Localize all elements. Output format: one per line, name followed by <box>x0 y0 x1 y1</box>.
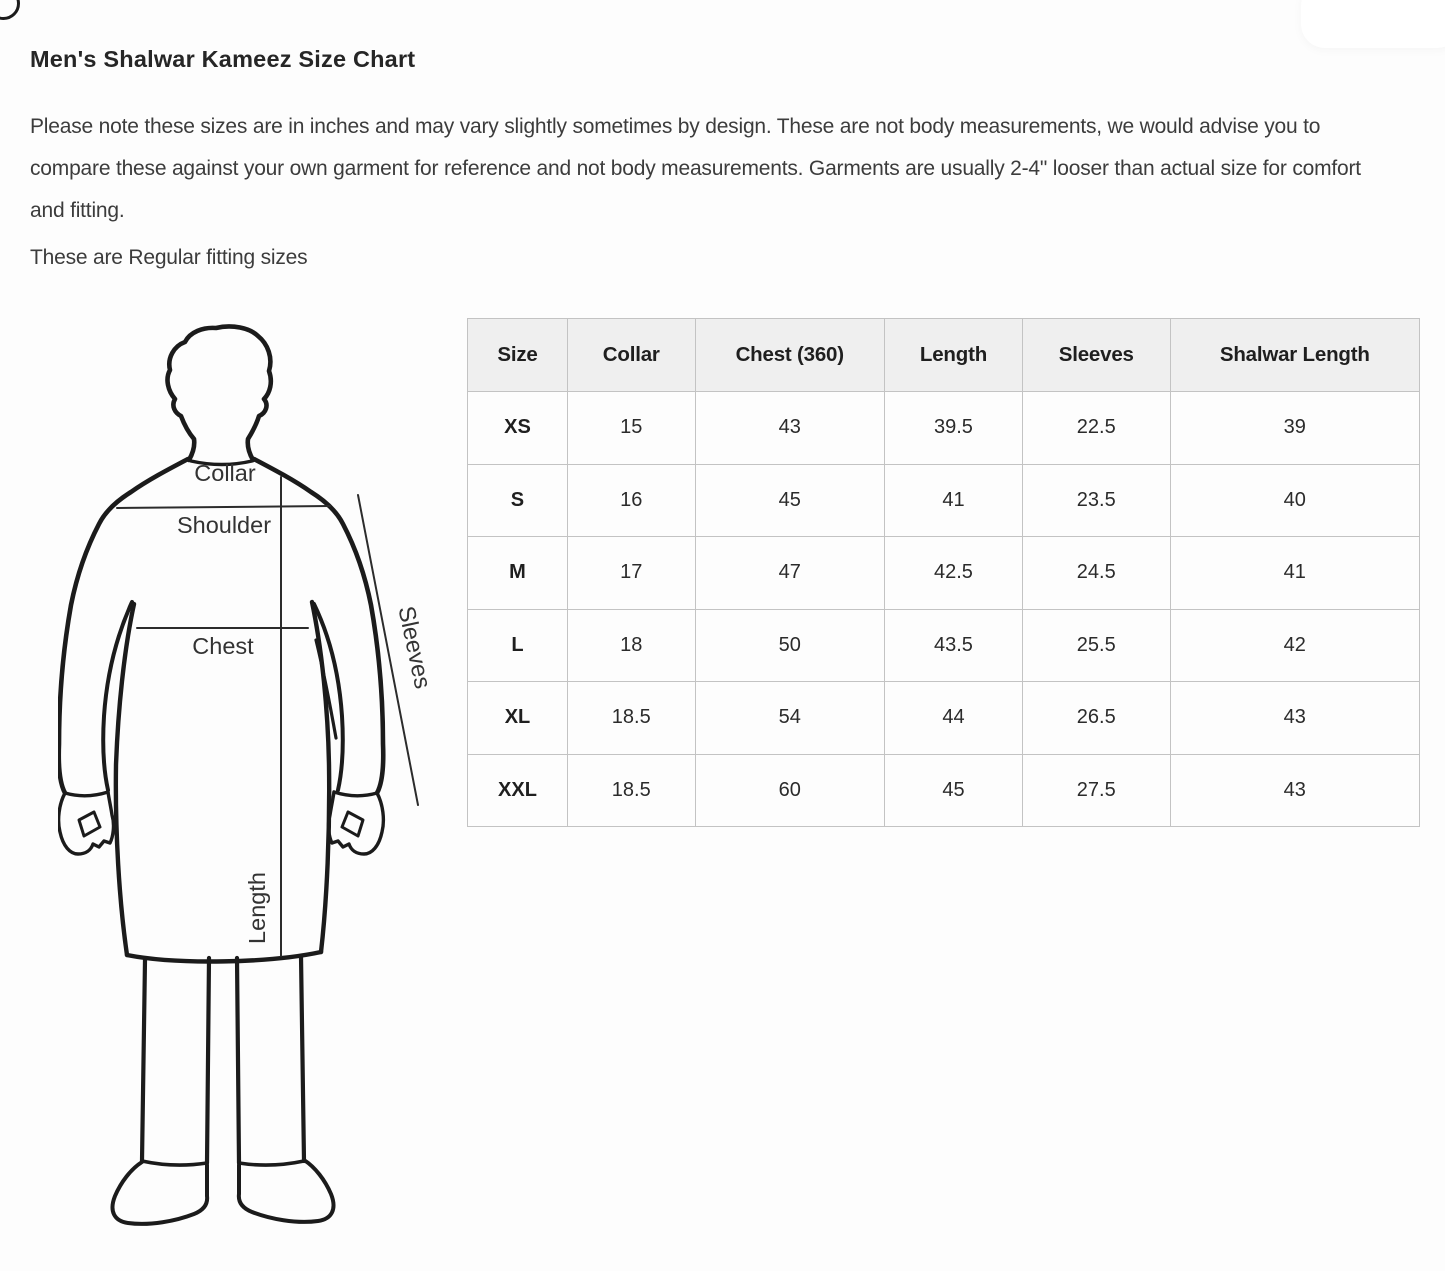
table-cell: 43.5 <box>884 609 1022 682</box>
figure-left-body-side <box>116 604 134 955</box>
figure-head <box>168 326 271 460</box>
size-label: M <box>468 537 568 610</box>
table-cell: 18 <box>567 609 695 682</box>
measurement-figure <box>58 320 443 1235</box>
table-cell: 45 <box>695 464 884 537</box>
table-cell: 44 <box>884 682 1022 755</box>
table-cell: 15 <box>567 392 695 465</box>
table-cell: 24.5 <box>1022 537 1170 610</box>
table-cell: 41 <box>1170 537 1419 610</box>
figure-label-chest: Chest <box>192 633 254 659</box>
table-row <box>468 537 1420 610</box>
table-row <box>468 392 1420 465</box>
shoulder-measure-line <box>117 506 330 508</box>
size-label: L <box>468 609 568 682</box>
table-cell: 54 <box>695 682 884 755</box>
table-cell: 43 <box>695 392 884 465</box>
figure-hem <box>127 952 321 961</box>
figure-right-hand <box>329 792 384 854</box>
figure-label-sleeves: Sleeves <box>393 603 437 691</box>
figure-left-leg <box>142 958 209 1163</box>
table-cell: 39.5 <box>884 392 1022 465</box>
table-cell: 22.5 <box>1022 392 1170 465</box>
table-cell: 27.5 <box>1022 754 1170 827</box>
table-cell: 17 <box>567 537 695 610</box>
size-label: XS <box>468 392 568 465</box>
top-right-rounded-decoration <box>1301 0 1445 48</box>
figure-right-thumb <box>342 812 363 836</box>
size-label: XXL <box>468 754 568 827</box>
figure-label-collar: Collar <box>194 460 256 486</box>
column-header-size: Size <box>468 319 568 392</box>
table-row <box>468 754 1420 827</box>
figure-right-foot <box>239 1160 334 1222</box>
table-row <box>468 609 1420 682</box>
table-cell: 42.5 <box>884 537 1022 610</box>
table-cell: 25.5 <box>1022 609 1170 682</box>
column-header-length: Length <box>884 319 1022 392</box>
figure-left-hand <box>59 792 114 854</box>
fitting-note: These are Regular fitting sizes <box>30 246 308 269</box>
table-cell: 40 <box>1170 464 1419 537</box>
size-chart-description: Please note these sizes are in inches and may vary slightly sometimes by design. These are not body measurements, we would advise you to compare these against your own garment for reference and not body measurements. Garments are usually 2-4" looser than actual size for comfort and fitting. <box>30 115 1361 222</box>
page-title: Men's Shalwar Kameez Size Chart <box>30 46 416 72</box>
size-label: S <box>468 464 568 537</box>
size-chart-table <box>467 318 1420 827</box>
figure-left-ankle <box>142 1161 207 1165</box>
table-cell: 39 <box>1170 392 1419 465</box>
figure-label-length: Length <box>244 872 270 944</box>
table-cell: 16 <box>567 464 695 537</box>
figure-left-foot <box>113 1162 208 1224</box>
table-row <box>468 682 1420 755</box>
column-header-shalwar-length: Shalwar Length <box>1170 319 1419 392</box>
table-cell: 47 <box>695 537 884 610</box>
column-header-collar: Collar <box>567 319 695 392</box>
column-header-sleeves: Sleeves <box>1022 319 1170 392</box>
size-label: XL <box>468 682 568 755</box>
table-cell: 43 <box>1170 682 1419 755</box>
table-cell: 42 <box>1170 609 1419 682</box>
table-cell: 18.5 <box>567 754 695 827</box>
figure-label-shoulder: Shoulder <box>176 512 272 538</box>
table-cell: 26.5 <box>1022 682 1170 755</box>
table-cell: 23.5 <box>1022 464 1170 537</box>
table-header-row <box>468 319 1420 392</box>
table-cell: 18.5 <box>567 682 695 755</box>
table-row <box>468 464 1420 537</box>
figure-right-leg <box>237 956 304 1163</box>
table-cell: 45 <box>884 754 1022 827</box>
table-cell: 41 <box>884 464 1022 537</box>
table-cell: 50 <box>695 609 884 682</box>
corner-arc-decoration <box>0 0 20 20</box>
table-cell: 43 <box>1170 754 1419 827</box>
figure-right-ankle <box>239 1161 304 1165</box>
table-cell: 60 <box>695 754 884 827</box>
figure-right-cuff <box>334 792 377 796</box>
column-header-chest: Chest (360) <box>695 319 884 392</box>
figure-left-thumb <box>79 812 100 836</box>
figure-left-cuff <box>65 792 108 796</box>
